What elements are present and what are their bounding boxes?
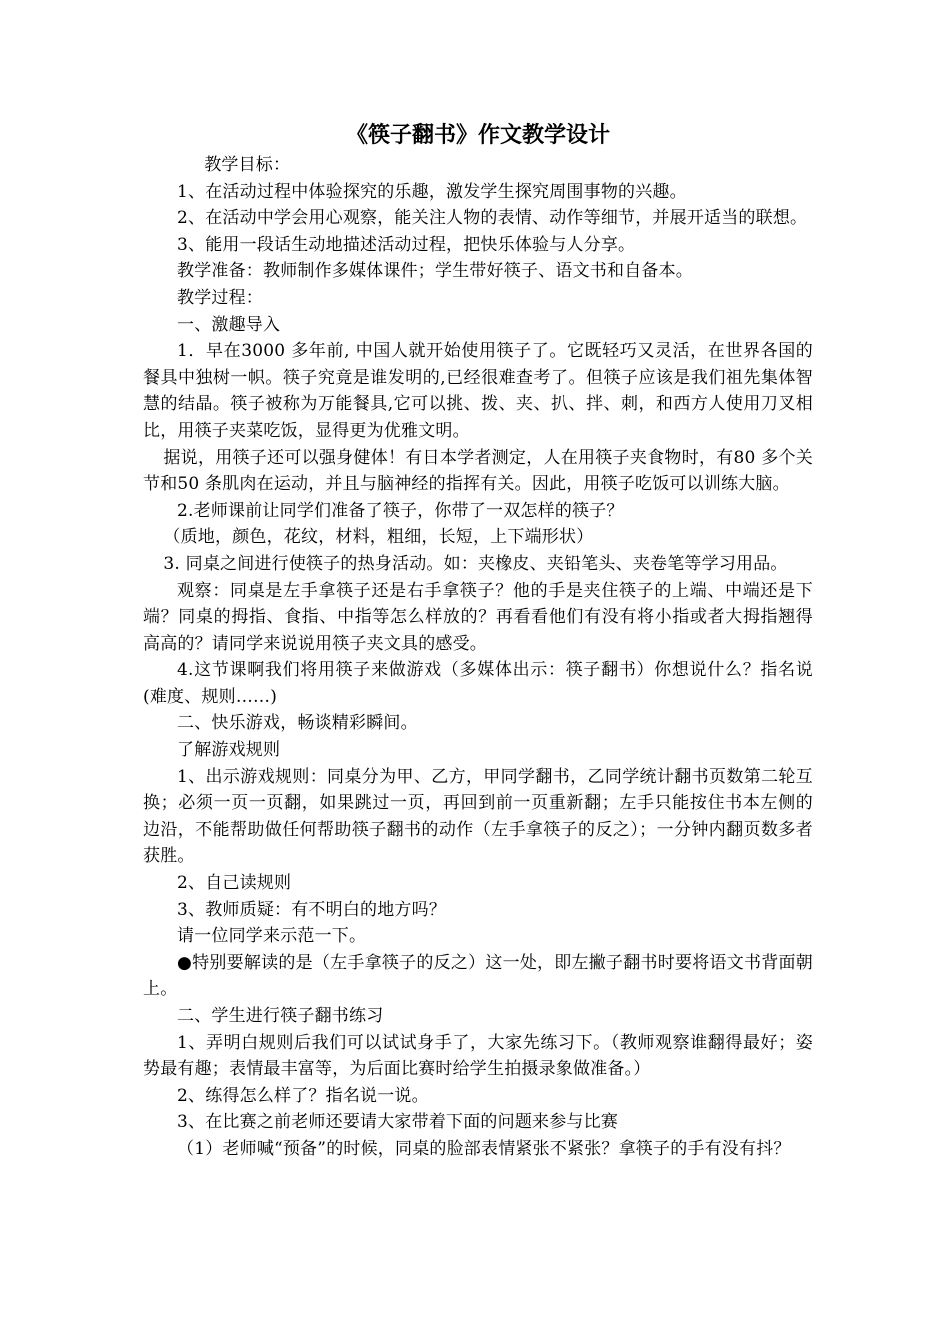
paragraph: 观察：同桌是左手拿筷子还是右手拿筷子？他的手是夹住筷子的上端、中端还是下端？同桌的拇指、食指、中指等怎么样放的？再看看他们有没有将小指或者大拇指翘得高高的？请同学来说说用筷子夹文具的感受。	[143, 580, 813, 654]
document-title: 《筷子翻书》作文教学设计	[345, 123, 610, 148]
paragraph: 1．早在3000 多年前, 中国人就开始使用筷子了。它既轻巧又灵活，在世界各国的餐具中独树一帜。筷子究竟是谁发明的,已经很难查考了。但筷子应该是我们祖先集体智慧的结晶。筷子被称为万能餐具,它可以挑、拨、夹、扒、拌、刺，和西方人使用刀叉相比，用筷子夹菜吃饭，显得更为优雅文明。	[143, 341, 813, 441]
section-heading: 二、快乐游戏，畅谈精彩瞬间。	[177, 713, 418, 734]
paragraph: 请一位同学来示范一下。	[177, 926, 367, 947]
paragraph: 2.老师课前让同学们准备了筷子，你带了一双怎样的筷子？	[177, 500, 624, 521]
paragraph: 1、出示游戏规则：同桌分为甲、乙方，甲同学翻书，乙同学统计翻书页数第二轮互换；必须一页一页翻，如果跳过一页，再回到前一页重新翻；左手只能按住书本左侧的边沿，不能帮助做任何帮助筷子翻书的动作（左手拿筷子的反之）；一分钟内翻页数多者获胜。	[143, 766, 813, 867]
paragraph: 3、能用一段话生动地描述活动过程，把快乐体验与人分享。	[177, 234, 636, 255]
paragraph: 2、练得怎么样了？指名说一说。	[177, 1085, 429, 1106]
paragraph: 3、教师质疑：有不明白的地方吗？	[177, 899, 447, 920]
paragraph: 3、在比赛之前老师还要请大家带着下面的问题来参与比赛	[177, 1112, 619, 1133]
paragraph: （质地，颜色，花纹，材料，粗细，长短，上下端形状）	[163, 527, 594, 548]
section-heading: 一、激趣导入	[177, 314, 281, 335]
paragraph: 2、在活动中学会用心观察，能关注人物的表情、动作等细节，并展开适当的联想。	[177, 208, 808, 229]
document-page	[143, 120, 813, 1163]
section-heading-objectives: 教学目标：	[204, 155, 291, 175]
paragraph: 1、弄明白规则后我们可以试试身手了，大家先练习下。（教师观察谁翻得最好；姿势最有趣；表情最丰富等，为后面比赛时给学生拍摄录象做准备。）	[143, 1032, 813, 1080]
paragraph: （1）老师喊“预备”的时候，同桌的脸部表情紧张不紧张？拿筷子的手有没有抖？	[177, 1138, 791, 1159]
paragraph: 4.这节课啊我们将用筷子来做游戏（多媒体出示：筷子翻书）你想说什么？指名说(难度、规则……)	[143, 660, 813, 707]
paragraph: 3. 同桌之间进行使筷子的热身活动。如：夹橡皮、夹铅笔头、夹卷笔等学习用品。	[163, 553, 788, 574]
paragraph: 2、自己读规则	[177, 873, 292, 894]
paragraph-preparation: 教学准备：教师制作多媒体课件；学生带好筷子、语文书和自备本。	[177, 261, 693, 282]
paragraph: 了解游戏规则	[177, 740, 281, 761]
paragraph: 1、在活动过程中体验探究的乐趣，激发学生探究周围事物的兴趣。	[177, 181, 687, 202]
section-heading-process: 教学过程：	[177, 287, 263, 308]
paragraph: 据说，用筷子还可以强身健体！有日本学者测定，人在用筷子夹食物时，有80 多个关节和50 条肌肉在运动，并且与脑神经的指挥有关。因此，用筷子吃饭可以训练大脑。	[143, 447, 813, 495]
paragraph: ●特别要解读的是（左手拿筷子的反之）这一处，即左撇子翻书时要将语文书背面朝上。	[143, 952, 813, 1000]
section-heading: 二、学生进行筷子翻书练习	[177, 1006, 384, 1026]
